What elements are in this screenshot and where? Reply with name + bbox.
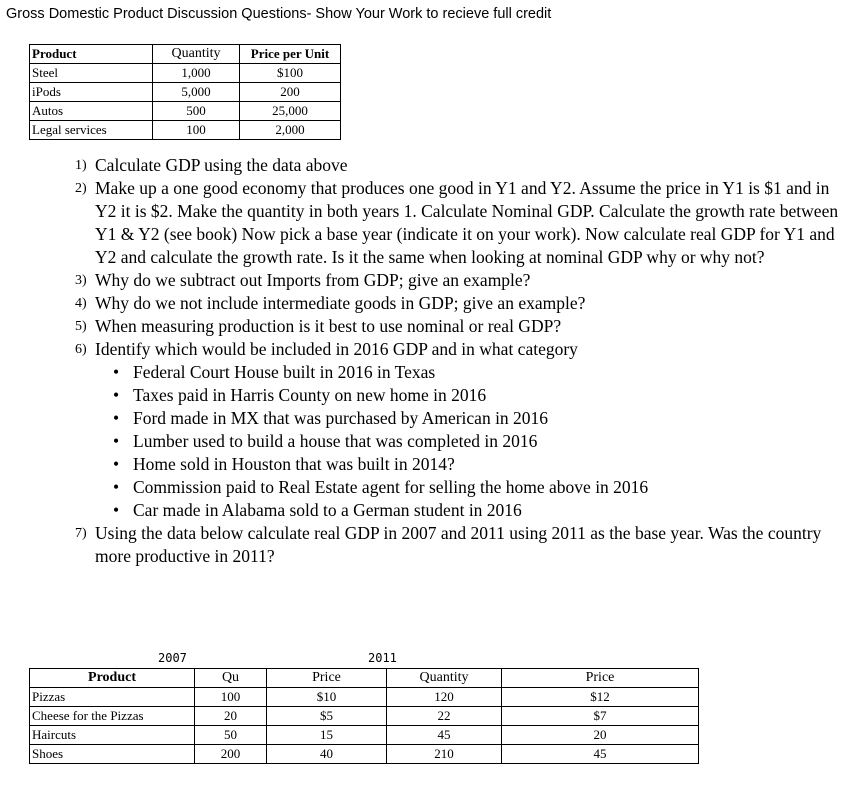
table-row [30,64,341,83]
cell: 200 [195,745,267,764]
header-price-2007: Price [267,669,387,688]
table-row [30,726,699,745]
table-row [30,121,341,140]
cell: 20 [195,707,267,726]
header-price: Price per Unit [240,45,341,64]
cell: Haircuts [30,726,195,745]
cell: $10 [267,688,387,707]
question-text: Identify which would be included in 2016 GDP and in what category [95,339,578,359]
product-table [29,44,341,140]
list-item: • Ford made in MX that was purchased by American in 2016 [133,407,845,430]
question-number: 6) [75,342,87,357]
question-number: 7) [75,526,87,541]
cell: $5 [267,707,387,726]
cell: 100 [153,121,240,140]
page-title: Gross Domestic Product Discussion Questions- Show Your Work to recieve full credit [6,6,552,22]
header-price-2011: Price [502,669,699,688]
table-row [30,707,699,726]
question-2 [75,177,845,269]
header-quantity-2007: Qu [195,669,267,688]
header-quantity-2011: Quantity [387,669,502,688]
cell: iPods [30,83,153,102]
question-number: 4) [75,296,87,311]
cell: Autos [30,102,153,121]
table-row [30,688,699,707]
cell: 50 [195,726,267,745]
cell: Cheese for the Pizzas [30,707,195,726]
gdp-data-table [29,668,699,764]
list-item: • Car made in Alabama sold to a German student in 2016 [133,499,845,522]
table-header-row [30,669,699,688]
list-item: • Home sold in Houston that was built in 2014? [133,453,845,476]
question-text: Using the data below calculate real GDP in 2007 and 2011 using 2011 as the base year. Was the country more productive in 2011? [95,523,822,566]
year-label-2011: 2011 [368,651,397,665]
year-label-2007: 2007 [158,651,187,665]
cell: 20 [502,726,699,745]
cell: $100 [240,64,341,83]
cell: 200 [240,83,341,102]
cell: 25,000 [240,102,341,121]
cell: 15 [267,726,387,745]
question-text: When measuring production is it best to use nominal or real GDP? [95,316,562,336]
cell: 1,000 [153,64,240,83]
table-row [30,102,341,121]
cell: 45 [387,726,502,745]
cell: $12 [502,688,699,707]
cell: 210 [387,745,502,764]
cell: 40 [267,745,387,764]
question-text: Why do we not include intermediate goods in GDP; give an example? [95,293,586,313]
question-3 [75,269,845,292]
cell: 22 [387,707,502,726]
cell: 500 [153,102,240,121]
question-5 [75,315,845,338]
cell: 120 [387,688,502,707]
question-text: Make up a one good economy that produces one good in Y1 and Y2. Assume the price in Y1 is $1 and in Y2 it is $2. Make the quantity in both years 1. Calculate Nominal GDP. Calculate the growth rate between Y1 & Y2 (see book) Now pick a base year (indicate it on your work). Now calculate real GDP for Y1 and Y2 and calculate the growth rate. Is it the same when looking at nominal GDP why or why not? [95,178,839,267]
header-product: Product [30,45,153,64]
list-item: • Taxes paid in Harris County on new home in 2016 [133,384,845,407]
question-6 [75,338,845,361]
table-row [30,83,341,102]
bullet-list [75,361,845,522]
cell: Steel [30,64,153,83]
table-header-row [30,45,341,64]
question-7 [75,522,845,568]
table-row [30,745,699,764]
question-4 [75,292,845,315]
cell: Legal services [30,121,153,140]
question-number: 2) [75,181,87,196]
cell: $7 [502,707,699,726]
question-text: Calculate GDP using the data above [95,155,348,175]
question-number: 5) [75,319,87,334]
question-text: Why do we subtract out Imports from GDP; give an example? [95,270,531,290]
cell: 100 [195,688,267,707]
cell: 45 [502,745,699,764]
list-item: • Federal Court House built in 2016 in Texas [133,361,845,384]
cell: Pizzas [30,688,195,707]
question-number: 1) [75,158,87,173]
question-number: 3) [75,273,87,288]
cell: 2,000 [240,121,341,140]
header-quantity: Quantity [153,45,240,64]
cell: Shoes [30,745,195,764]
list-item: • Commission paid to Real Estate agent for selling the home above in 2016 [133,476,845,499]
question-list [75,154,845,568]
header-product: Product [30,669,195,688]
list-item: • Lumber used to build a house that was completed in 2016 [133,430,845,453]
question-1 [75,154,845,177]
cell: 5,000 [153,83,240,102]
